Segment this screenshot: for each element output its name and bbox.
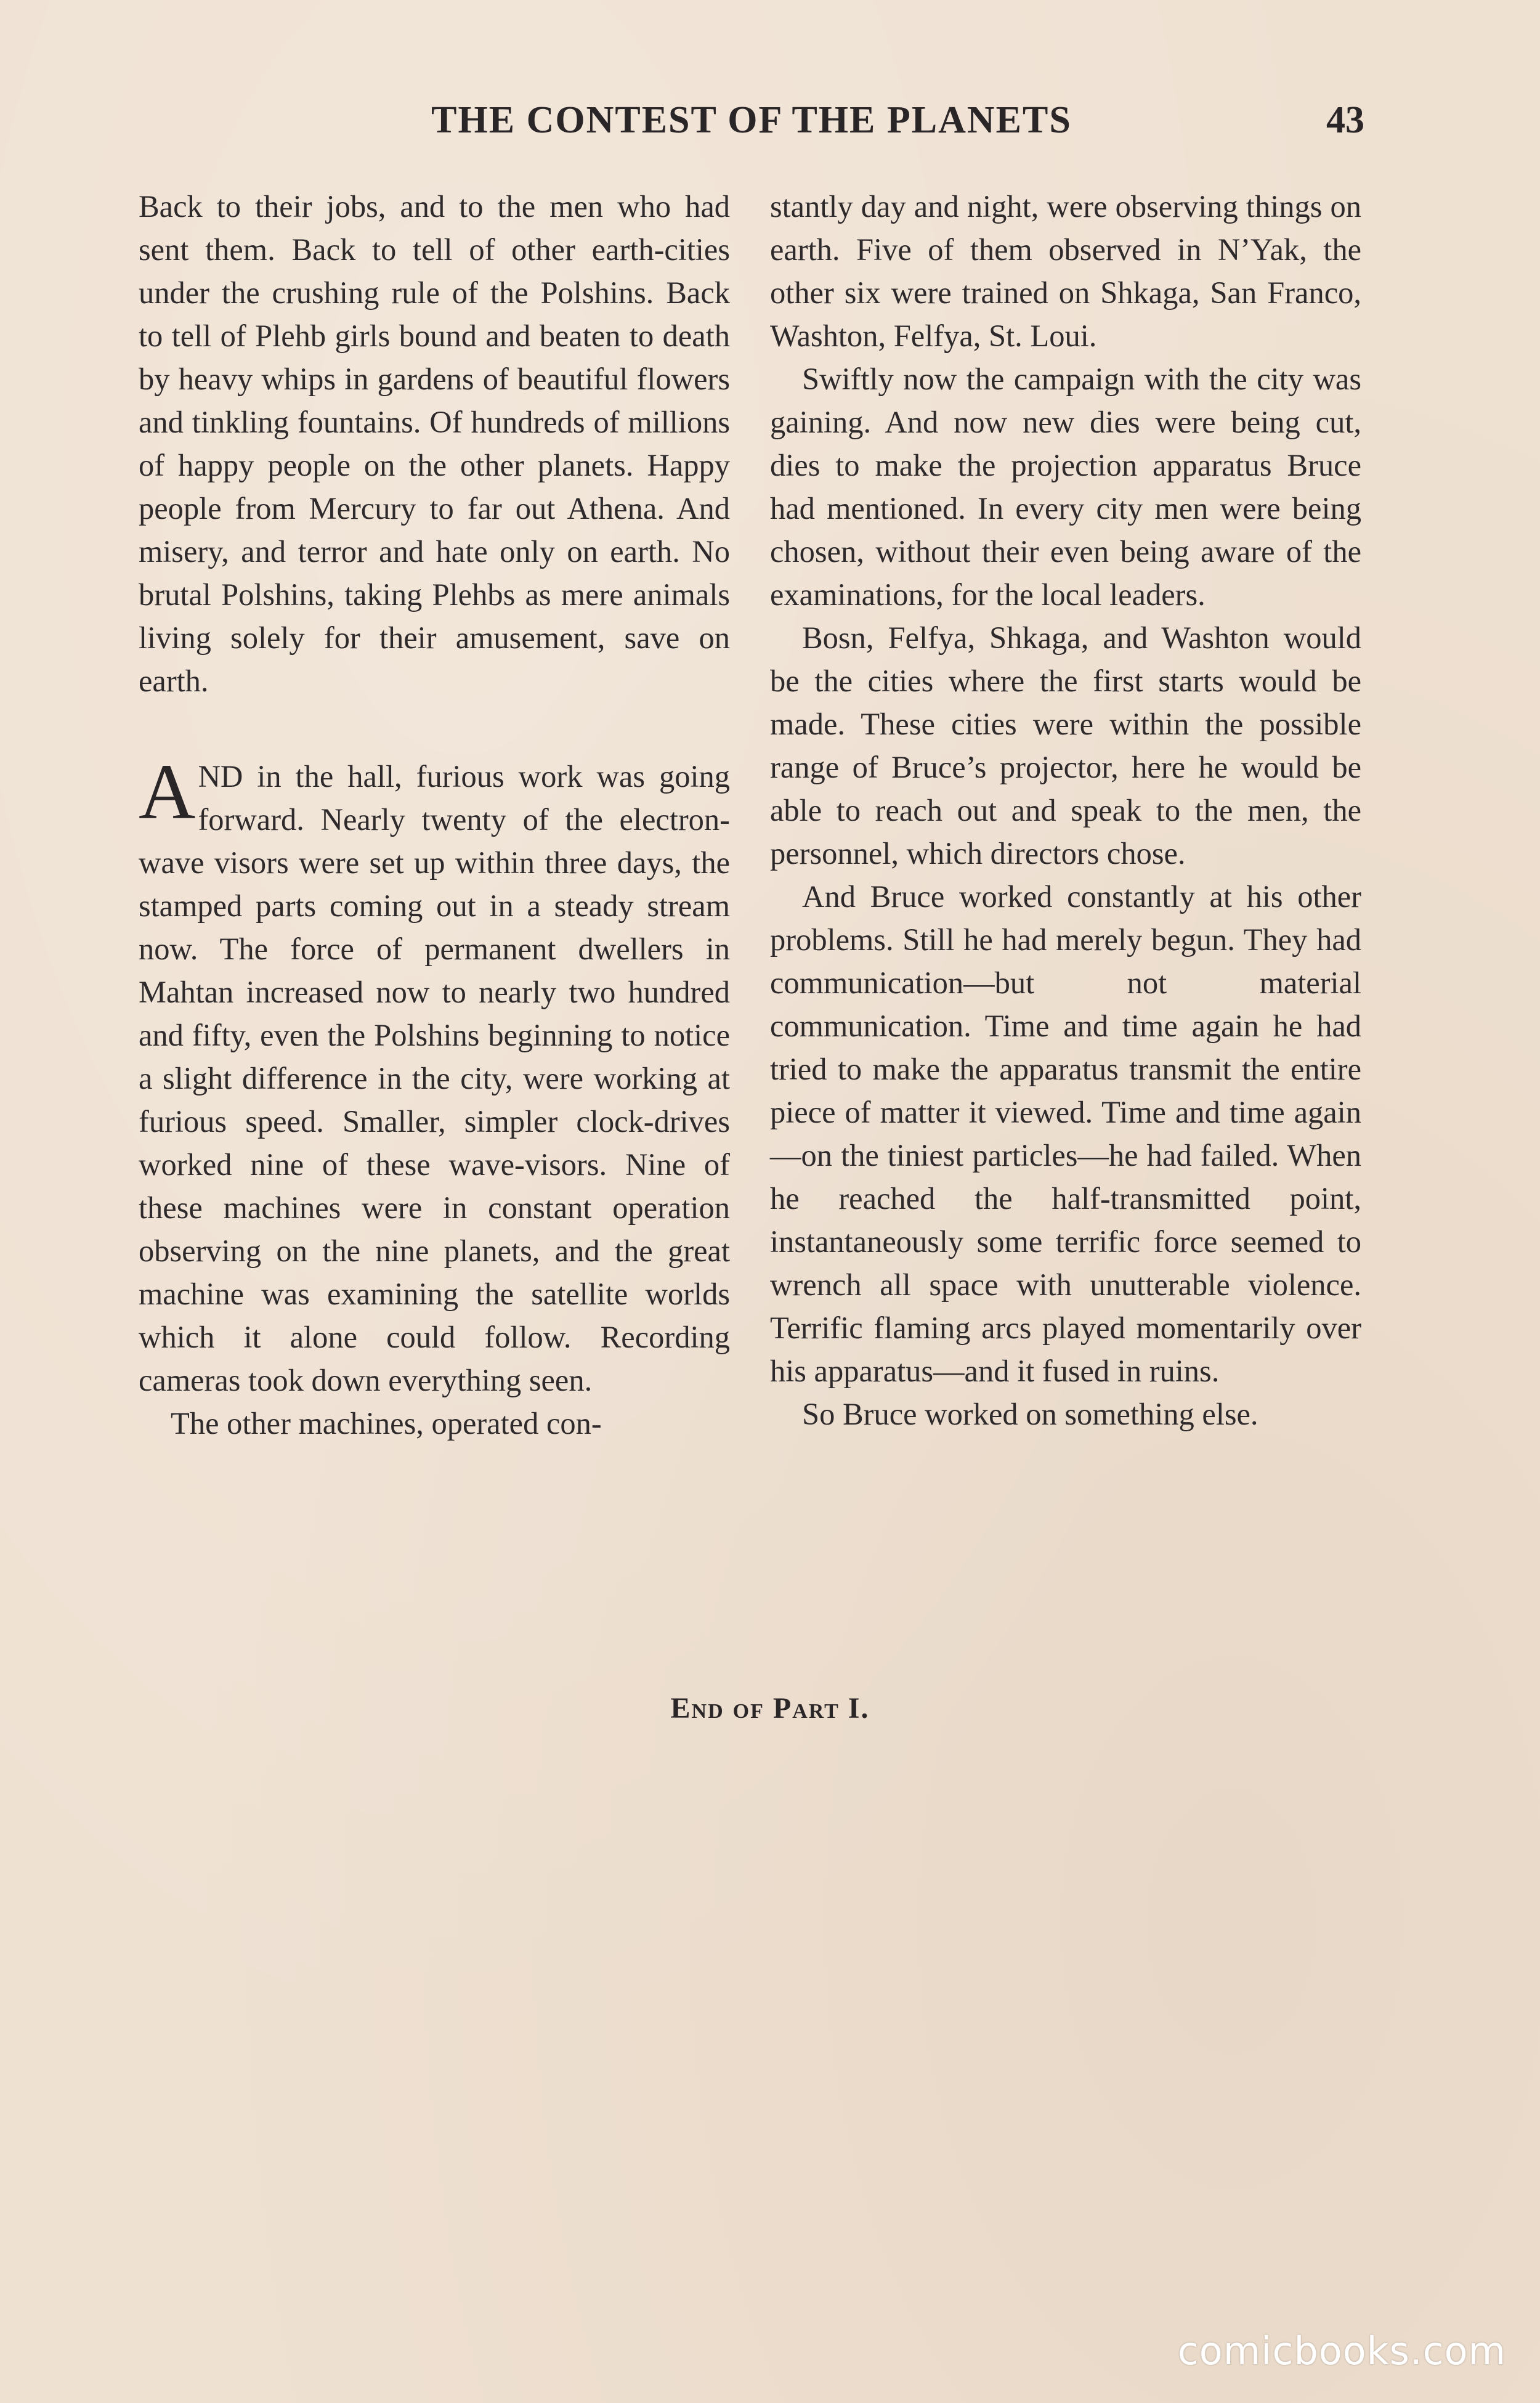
- paragraph: Back to their jobs, and to the men who had sent them. Back to tell of other earth-cities under the crushing rule of the Polshins. Back to tell of Plehb girls bound and beaten to death by heavy whips in gardens of beautiful flowers and tinkling fountains. Of hundreds of millions of happy people on the other planets. Happy people from Mercury to far out Athena. And misery, and terror and hate only on earth. No brutal Polshins, taking Plehbs as mere animals living solely for their amusement, save on earth.: [139, 189, 730, 698]
- page-number: 43: [1326, 99, 1364, 141]
- paragraph: So Bruce worked on something else.: [802, 1397, 1258, 1431]
- page-header: [139, 99, 1364, 154]
- running-title: THE CONTEST OF THE PLANETS: [431, 99, 1072, 141]
- paragraph: Bosn, Felfya, Shkaga, and Washton would be the cities where the first starts would be made. These cities were within the possible range of Bruce’s projector, here he would be able to reach out and speak to the men, the personnel, which directors chose.: [770, 620, 1361, 871]
- left-column: [139, 185, 730, 1445]
- paragraph-text: ND in the hall, furious work was going forward. Nearly twenty of the electron-wave visors were set up within three days, the stamped parts coming out in a steady stream now. The force of permanent dwellers in Mahtan increased now to nearly two hundred and fifty, even the Polshins beginning to notice a slight difference in the city, were working at furious speed. Smaller, simpler clock-drives worked nine of these wave-visors. Nine of these machines were in constant operation observing on the nine planets, and the great machine was examining the satellite worlds which it alone could follow. Recording cameras took down everything seen.: [139, 759, 730, 1397]
- paragraph: stantly day and night, were observing things on earth. Five of them observed in N’Yak, the other six were trained on Shkaga, San Franco, Washton, Felfya, St. Loui.: [770, 189, 1361, 353]
- paragraph: Swiftly now the campaign with the city was gaining. And now new dies were being cut, dies to make the projection apparatus Bruce had mentioned. In every city men were being chosen, without their even being aware of the examinations, for the local leaders.: [770, 362, 1361, 612]
- paragraph: The other machines, operated con-: [171, 1406, 602, 1441]
- section-paragraph: [139, 748, 730, 1402]
- site-watermark: comicbooks.com: [1177, 2328, 1506, 2373]
- drop-cap: A: [139, 748, 196, 836]
- right-column: [770, 185, 1361, 1436]
- paragraph: And Bruce worked constantly at his other problems. Still he had merely begun. They had communication—but not material communication. Time and time again he had tried to make the apparatus transmit the entire piece of matter it viewed. Time and time again—on the tiniest particles—he had failed. When he reached the half-transmitted point, instantaneously some terrific force seemed to wrench all space with unutterable violence. Terrific flaming arcs played momentarily over his apparatus—and it fused in ruins.: [770, 879, 1361, 1388]
- end-of-part-note: End of Part I.: [670, 1692, 870, 1725]
